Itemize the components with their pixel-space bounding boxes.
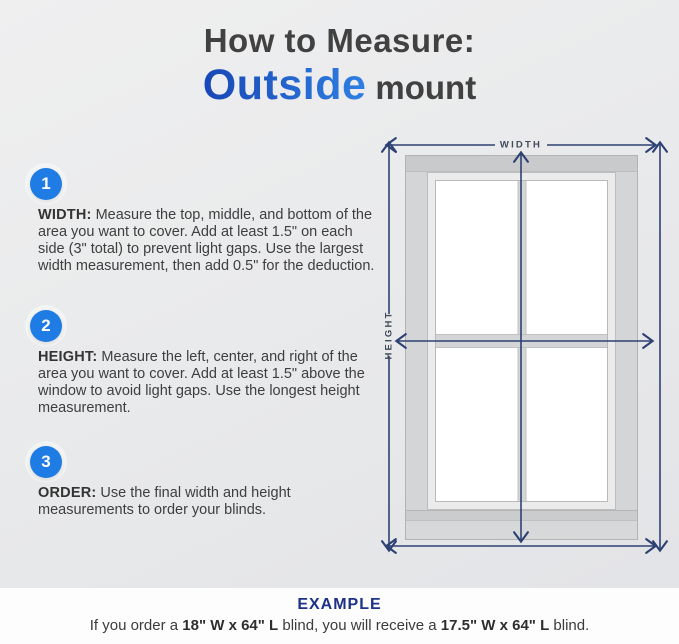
step-1-number-badge (30, 168, 62, 200)
step-2-number: 2 (41, 316, 51, 335)
example-middle: blind, you will receive a (278, 617, 441, 634)
step-1-number: 1 (41, 174, 51, 193)
step-1-text (38, 207, 382, 275)
step-1-label: WIDTH: (38, 207, 92, 223)
example-prefix: If you order a (89, 617, 183, 634)
title-mount-type: Outside (202, 61, 367, 109)
title-line2 (0, 61, 679, 110)
step-3-number-badge (30, 446, 62, 478)
step-1 (30, 168, 382, 275)
example-heading: EXAMPLE (297, 596, 382, 613)
example-order-size: 18" W x 64" L (182, 617, 279, 634)
step-1-body: Measure the top, middle, and bottom of the area you want to cover. Add at least 1.5" on each side (3" total) to prevent light gaps. Use the largest width measurement, then add 0.5" for the deduction. (38, 207, 375, 274)
window-measurement-diagram (378, 128, 678, 558)
step-2-label: HEIGHT: (38, 349, 98, 365)
step-3 (30, 446, 382, 519)
example-receive-size: 17.5" W x 64" L (440, 617, 550, 634)
title-suffix: mount (375, 69, 477, 106)
step-2-number-badge (30, 310, 62, 342)
example-text (0, 617, 679, 634)
step-2-body: Measure the left, center, and right of the area you want to cover. Add at least 1.5" above the window to avoid light gaps. Use the longest height measurement. (38, 349, 365, 416)
measurement-arrows (378, 128, 678, 558)
step-2-text (38, 349, 382, 417)
example-section (0, 588, 679, 644)
step-3-number: 3 (41, 452, 51, 471)
height-label: HEIGHT (383, 310, 395, 360)
example-suffix: blind. (549, 617, 590, 634)
step-2 (30, 310, 382, 417)
step-3-body: Use the final width and height measurements to order your blinds. (38, 485, 291, 518)
page-title (0, 22, 679, 110)
width-label: WIDTH (499, 139, 543, 151)
title-line1: How to Measure: (203, 22, 476, 59)
step-3-text (38, 485, 382, 519)
step-3-label: ORDER: (38, 485, 97, 501)
